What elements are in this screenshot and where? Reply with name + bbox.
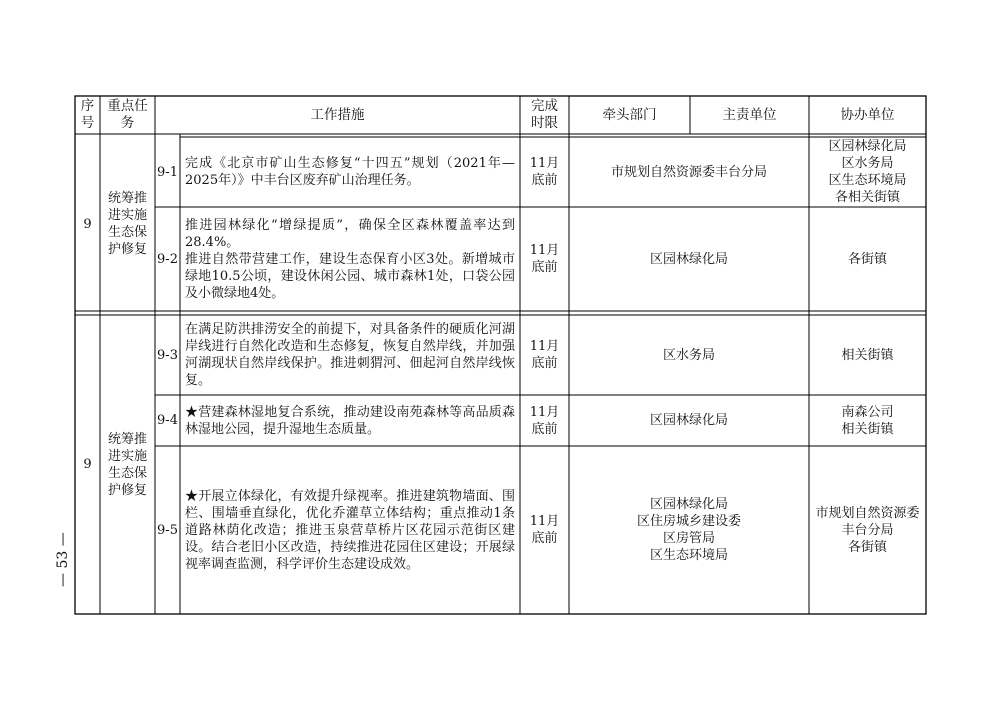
row-assist: 相关街镇 [841, 347, 894, 363]
row-lead: 区园林绿化局 区住房城乡建设委 区房管局 区生态环境局 [636, 497, 741, 563]
header-measures: 工作措施 [310, 106, 365, 123]
row-measure: ★营建森林湿地复合系统，推动建设南苑森林等高品质森林湿地公园，提升湿地生态质量。 [185, 404, 515, 437]
row-lead: 区园林绿化局 [649, 251, 728, 267]
row-lead: 区园林绿化局 [649, 413, 728, 428]
row-id: 9-1 [157, 164, 178, 180]
row-deadline: 11月底前 [529, 514, 560, 546]
group-seq: 9 [83, 457, 92, 472]
row-measure: 推进园林绿化“增绿提质”，确保全区森林覆盖率达到28.4%。 推进自然带营建工作，建设生态保育小区3处。新增城市绿地10.5公顷，建设休闲公园、城市森林1处，口袋公园及小微绿地4处。 [185, 217, 515, 301]
row-id: 9-5 [157, 522, 178, 538]
header-lead-dept: 牵头部门 [602, 106, 657, 123]
row-deadline: 11月底前 [529, 156, 560, 188]
row-id: 9-2 [157, 251, 178, 267]
header-deadline: 完成时限 [531, 98, 558, 131]
row-deadline: 11月底前 [529, 339, 560, 371]
row-assist: 市规划自然资源委丰台分局 各街镇 [815, 505, 920, 555]
row-deadline: 11月底前 [529, 404, 560, 437]
page-number: — 53 — [55, 532, 71, 588]
row-assist: 南森公司 相关街镇 [841, 404, 894, 437]
header-seq: 序号 [80, 98, 95, 131]
row-lead: 区水务局 [662, 347, 715, 363]
row-assist: 区园林绿化局 区水务局 区生态环境局 各相关街镇 [828, 139, 907, 205]
row-lead: 市规划自然资源委丰台分局 [610, 164, 767, 180]
row-measure: ★开展立体绿化，有效提升绿视率。推进建筑物墙面、围栏、围墙垂直绿化，优化乔灌草立体结构；重点推动1条道路林荫化改造；推进玉泉营草桥片区花园示范街区建设。结合老旧小区改造，持续推进花园住区建设；开展绿视率调查监测，科学评价生态建设成效。 [185, 488, 515, 572]
header-task: 重点任务 [107, 98, 148, 131]
row-measure: 完成《北京市矿山生态修复“十四五”规划（2021年—2025年）》中丰台区废弃矿山治理任务。 [185, 156, 515, 188]
row-id: 9-4 [157, 413, 178, 428]
row-deadline: 11月底前 [529, 243, 560, 275]
row-measure: 在满足防洪排涝安全的前提下，对具备条件的硬质化河湖岸线进行自然化改造和生态修复，恢复自然岸线，并加强河湖现状自然岸线保护。推进刺猬河、佃起河自然岸线恢复。 [185, 322, 515, 388]
header-assist-unit: 协办单位 [840, 106, 895, 123]
row-assist: 各街镇 [847, 251, 887, 267]
group-task: 统筹推进实施生态保护修复 [107, 431, 147, 498]
header-main-unit: 主责单位 [722, 106, 777, 123]
row-id: 9-3 [157, 347, 178, 363]
group-task: 统筹推进实施生态保护修复 [107, 191, 147, 257]
group-seq: 9 [83, 216, 92, 232]
